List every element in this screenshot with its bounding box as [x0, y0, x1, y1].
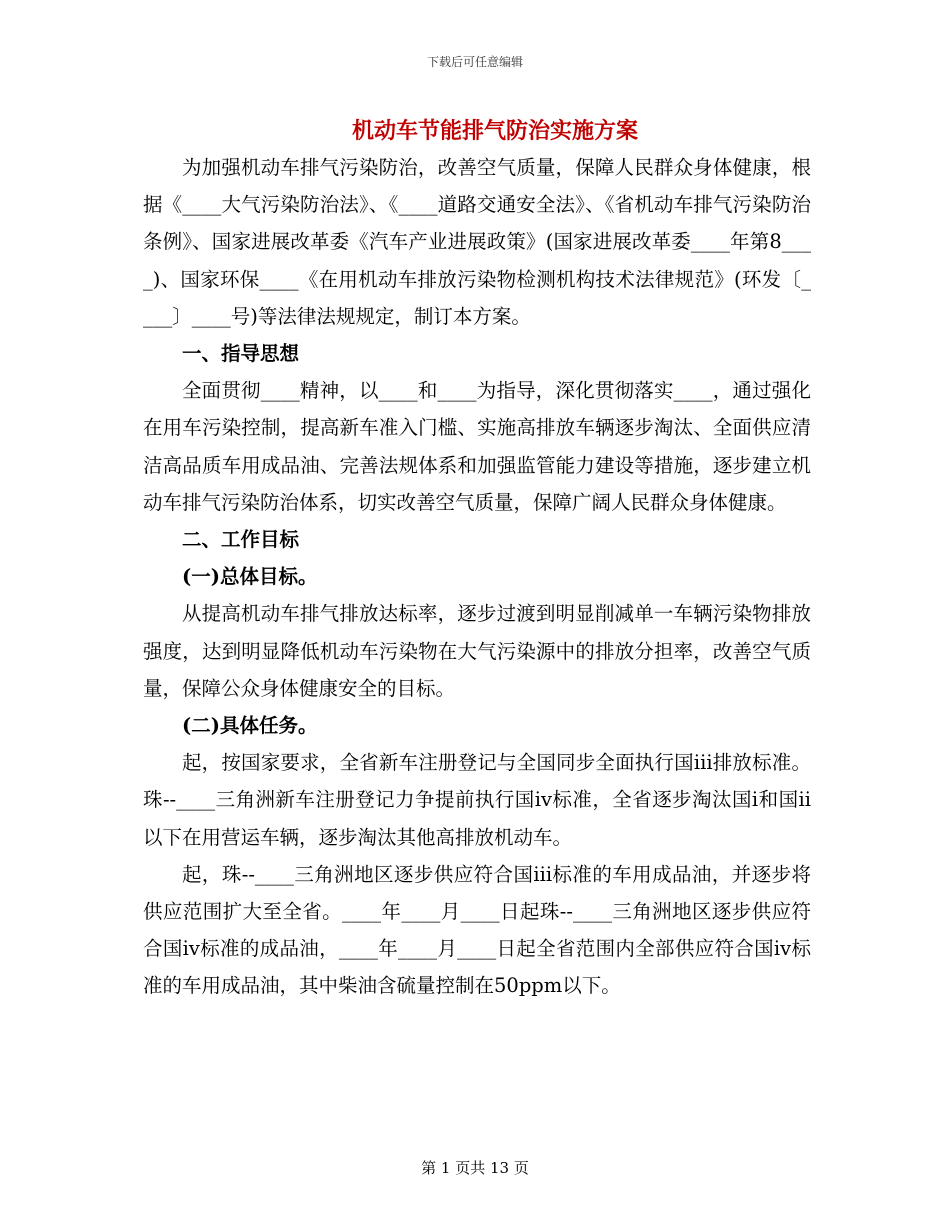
overall-goal-paragraph: 从提高机动车排气排放达标率，逐步过渡到明显削减单一车辆污染物排放强度，达到明显降低机动车污染物在大气污染源中的排放分担率，改善空气质量，保障公众身体健康安全的目标。	[143, 602, 811, 700]
specific-task-paragraph-1: 起，按国家要求，全省新车注册登记与全国同步全面执行国iii排放标准。珠--____三角洲新车注册登记力争提前执行国iv标准，全省逐步淘汰国i和国ii以下在用营运车辆，逐步淘汰其他高排放机动车。	[143, 751, 811, 849]
document-title: 机动车节能排气防治实施方案	[351, 118, 638, 144]
document-body	[143, 149, 811, 1005]
page-header: 下载后可任意编辑	[426, 55, 523, 69]
subheading-overall-goal: (一)总体目标。	[182, 565, 318, 589]
page-footer: 第 1 页共 13 页	[421, 1159, 529, 1177]
intro-paragraph: 为加强机动车排气污染防治，改善空气质量，保障人民群众身体健康，根据《____大气污染防治法》、《____道路交通安全法》、《省机动车排气污染防治条例》、国家进展改革委《汽车产业进展政策》(国家进展改革委____年第8____)、国家环保____《在用机动车排放污染物检测机构技术法律规范》(环发〔____〕____号)等法律法规规定，制订本方案。	[143, 156, 811, 328]
section-heading-guiding-ideology: 一、指导思想	[182, 342, 300, 366]
guiding-ideology-paragraph: 全面贯彻____精神，以____和____为指导，深化贯彻落实____，通过强化在用车污染控制，提高新车准入门槛、实施高排放车辆逐步淘汰、全面供应清洁高品质车用成品油、完善法规体系和加强监管能力建设等措施，逐步建立机动车排气污染防治体系，切实改善空气质量，保障广阔人民群众身体健康。	[143, 379, 811, 514]
specific-task-paragraph-2: 起，珠--____三角洲地区逐步供应符合国iii标准的车用成品油，并逐步将供应范围扩大至全省。____年____月____日起珠--____三角洲地区逐步供应符合国iv标准的成品油，____年____月____日起全省范围内全部供应符合国iv标准的车用成品油，其中柴油含硫量控制在50ppm以下。	[143, 862, 811, 998]
subheading-specific-tasks: (二)具体任务。	[182, 714, 318, 738]
section-heading-work-goals: 二、工作目标	[182, 528, 300, 552]
